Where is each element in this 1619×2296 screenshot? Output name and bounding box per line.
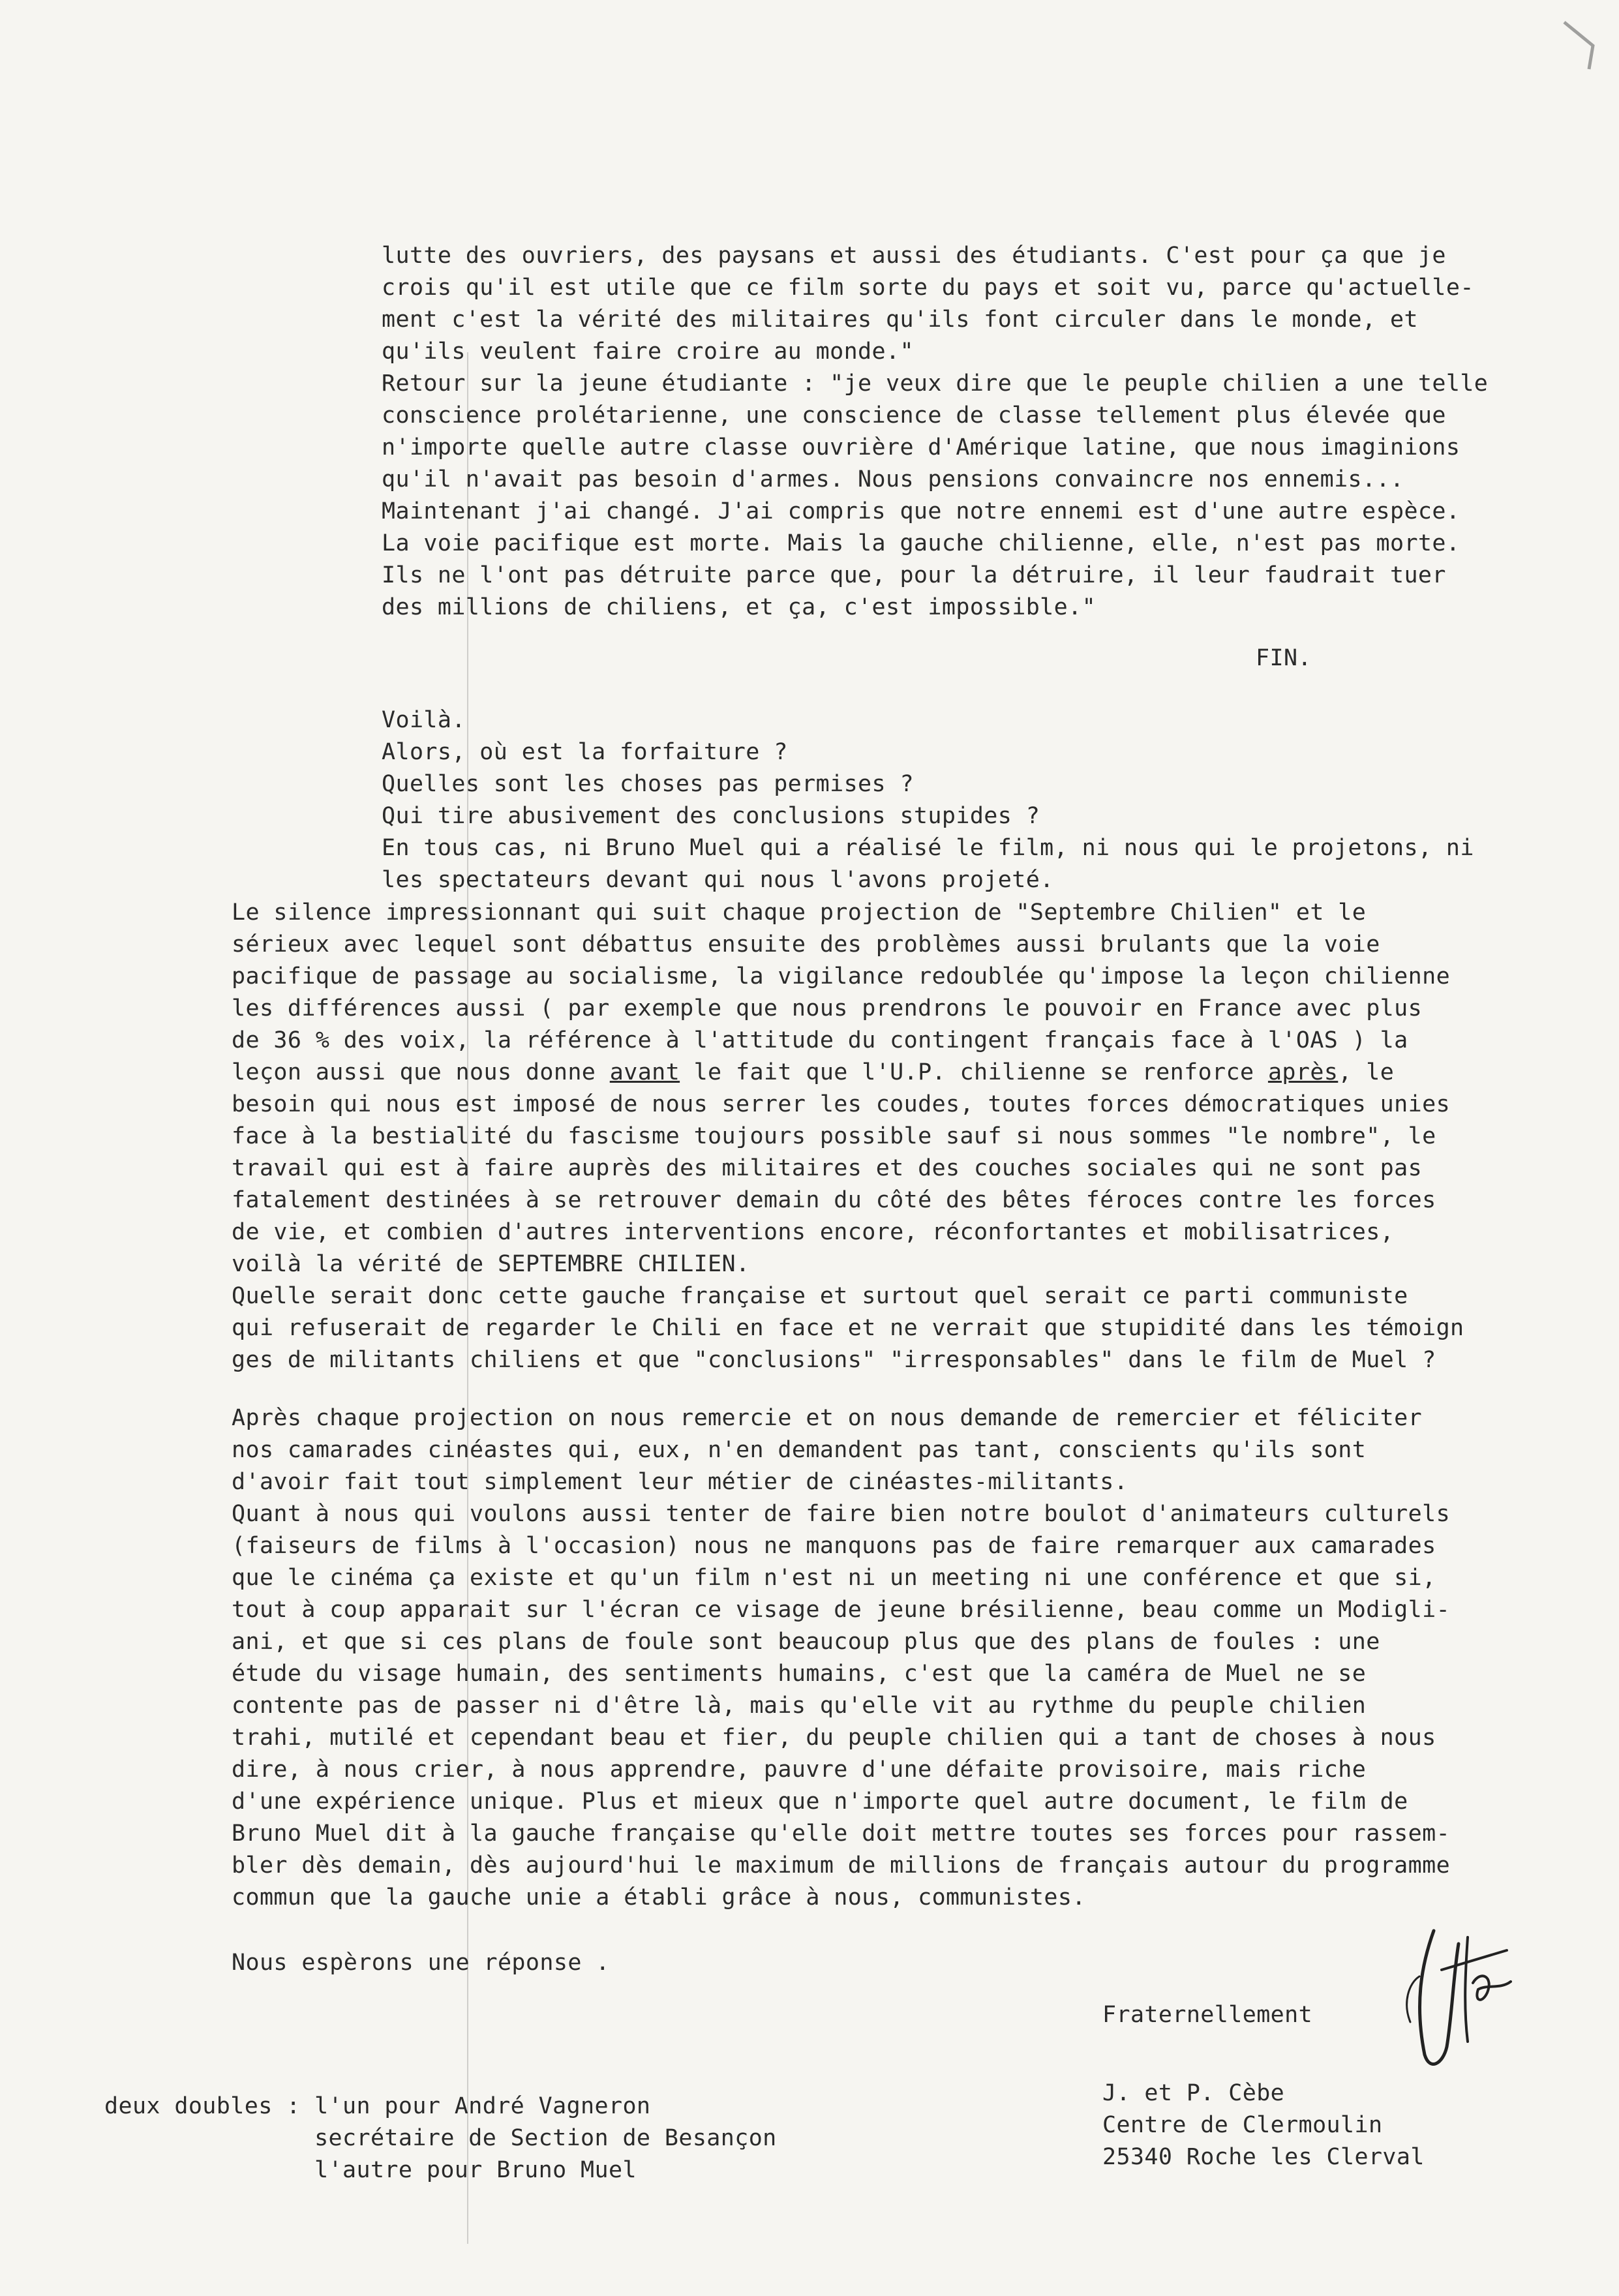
text-line: La voie pacifique est morte. Mais la gauche chilienne, elle, n'est pas morte. [382, 530, 1460, 556]
text-line: d'une expérience unique. Plus et mieux que n'importe quel autre document, le film de [232, 1789, 1408, 1815]
fin-text: FIN. [1256, 645, 1312, 671]
text-line: Quant à nous qui voulons aussi tenter de faire bien notre boulot d'animateurs culturels [232, 1501, 1451, 1527]
text-line: les différences aussi ( par exemple que nous prendrons le pouvoir en France avec plus [232, 995, 1423, 1021]
salutation [1102, 1999, 1312, 2031]
text-line: Ils ne l'ont pas détruite parce que, pour la détruire, il leur faudrait tuer [382, 562, 1446, 588]
text-line: dire, à nous crier, à nous apprendre, pauvre d'une défaite provisoire, mais riche [232, 1757, 1367, 1783]
text-line: En tous cas, ni Bruno Muel qui a réalisé le film, ni nous qui le projetons, ni [382, 835, 1474, 861]
text-line: sérieux avec lequel sont débattus ensuite des problèmes aussi brulants que la voie [232, 931, 1380, 958]
closing-text: Nous espèrons une réponse . [232, 1950, 610, 1976]
text-line: pacifique de passage au socialisme, la vigilance redoublée qu'impose la leçon chilienne [232, 963, 1451, 989]
text-segment: le fait que l'U.P. chilienne se renforce [680, 1059, 1268, 1085]
paragraph-septembre-chilien [232, 897, 1464, 1376]
text-line: conscience prolétarienne, une conscience de classe tellement plus élevée que [382, 402, 1446, 429]
text-line: que le cinéma ça existe et qu'un film n'est ni un meeting ni une conférence et que si, [232, 1565, 1436, 1591]
sender-line: J. et P. Cèbe [1102, 2080, 1285, 2106]
text-line: d'avoir fait tout simplement leur métier de cinéastes-militants. [232, 1469, 1128, 1495]
text-line: de vie, et combien d'autres interventions encore, réconfortantes et mobilisatrices, [232, 1219, 1395, 1245]
text-line: nos camarades cinéastes qui, eux, n'en demandent pas tant, conscients qu'ils sont [232, 1437, 1367, 1463]
text-line: bler dès demain, dès aujourd'hui le maximum de millions de français autour du programme [232, 1852, 1451, 1879]
text-line: n'importe quelle autre classe ouvrière d'Amérique latine, que nous imaginions [382, 434, 1460, 461]
text-line: qu'ils veulent faire croire au monde." [382, 339, 914, 365]
text-line: face à la bestialité du fascisme toujours possible sauf si nous sommes "le nombre", le [232, 1123, 1436, 1149]
text-segment: , le [1338, 1059, 1395, 1085]
copies-line: deux doubles : l'un pour André Vagneron [104, 2093, 651, 2119]
copies-note [104, 2091, 777, 2186]
closing-line [232, 1947, 610, 1979]
text-line: ges de militants chiliens et que "conclusions" "irresponsables" dans le film de Muel ? [232, 1347, 1436, 1373]
text-line: qu'il n'avait pas besoin d'armes. Nous pensions convaincre nos ennemis... [382, 466, 1404, 492]
text-line: qui refuserait de regarder le Chili en face et ne verrait que stupidité dans les témoign [232, 1315, 1464, 1341]
text-line: Le silence impressionnant qui suit chaque projection de "Septembre Chilien" et le [232, 899, 1367, 926]
text-line: ment c'est la vérité des militaires qu'ils font circuler dans le monde, et [382, 307, 1418, 333]
text-line: (faiseurs de films à l'occasion) nous ne manquons pas de faire remarquer aux camarades [232, 1533, 1436, 1559]
text-line: Voilà. [382, 707, 466, 733]
salutation-text: Fraternellement [1102, 2002, 1313, 2028]
text-line: Quelle serait donc cette gauche française et surtout quel serait ce parti communiste [232, 1283, 1408, 1309]
sender-line: 25340 Roche les Clerval [1102, 2144, 1425, 2170]
text-line: les spectateurs devant qui nous l'avons projeté. [382, 867, 1054, 893]
text-line: voilà la vérité de SEPTEMBRE CHILIEN. [232, 1251, 750, 1277]
text-line: tout à coup apparait sur l'écran ce visage de jeune brésilienne, beau comme un Modigli- [232, 1597, 1451, 1623]
text-line: commun que la gauche unie a établi grâce à nous, communistes. [232, 1884, 1086, 1911]
underlined-word-avant: avant [609, 1059, 680, 1085]
text-line: Bruno Muel dit à la gauche française qu'elle doit mettre toutes ses forces pour rassem- [232, 1820, 1451, 1847]
text-segment: leçon aussi que nous donne [232, 1059, 610, 1085]
text-line: Retour sur la jeune étudiante : "je veux dire que le peuple chilien a une telle [382, 370, 1489, 397]
text-line: Maintenant j'ai changé. J'ai compris que notre ennemi est d'une autre espèce. [382, 498, 1460, 524]
text-line-underlined [232, 1057, 1464, 1089]
text-line: trahi, mutilé et cependant beau et fier, du peuple chilien qui a tant de choses à nous [232, 1725, 1436, 1751]
text-line: des millions de chiliens, et ça, c'est impossible." [382, 594, 1097, 620]
text-line: crois qu'il est utile que ce film sorte du pays et soit vu, parce qu'actuelle- [382, 275, 1474, 301]
underlined-word-apres: après [1267, 1059, 1339, 1085]
text-line: Qui tire abusivement des conclusions stupides ? [382, 803, 1040, 829]
text-line: Après chaque projection on nous remercie et on nous demande de remercier et féliciter [232, 1405, 1423, 1431]
copies-line: l'autre pour Bruno Muel [104, 2157, 637, 2183]
text-line: Quelles sont les choses pas permises ? [382, 771, 914, 797]
text-line: travail qui est à faire auprès des militaires et des couches sociales qui ne sont pas [232, 1155, 1423, 1181]
copies-line: secrétaire de Section de Besançon [104, 2125, 777, 2151]
text-line: fatalement destinées à se retrouver demain du côté des bêtes féroces contre les forces [232, 1187, 1436, 1213]
text-line: de 36 % des voix, la référence à l'attitude du contingent français face à l'OAS ) la [232, 1027, 1408, 1053]
sender-line: Centre de Clermoulin [1102, 2112, 1383, 2138]
handwritten-signature [1396, 1924, 1526, 2074]
text-line: besoin qui nous est imposé de nous serrer les coudes, toutes forces démocratiques unies [232, 1091, 1451, 1117]
text-line: lutte des ouvriers, des paysans et aussi des étudiants. C'est pour ça que je [382, 243, 1446, 269]
text-line: ani, et que si ces plans de foule sont beaucoup plus que des plans de foules : une [232, 1629, 1380, 1655]
text-line: Alors, où est la forfaiture ? [382, 739, 788, 765]
paragraph-quote-end [382, 240, 1488, 624]
paragraph-projections [232, 1402, 1450, 1914]
text-line: étude du visage humain, des sentiments humains, c'est que la caméra de Muel ne se [232, 1661, 1367, 1687]
paragraph-questions [382, 704, 1474, 896]
fin-mark [1256, 642, 1312, 674]
text-line: contente pas de passer ni d'être là, mais qu'elle vit au rythme du peuple chilien [232, 1693, 1367, 1719]
sender-address [1102, 2077, 1425, 2173]
page-corner-mark [1559, 20, 1598, 72]
